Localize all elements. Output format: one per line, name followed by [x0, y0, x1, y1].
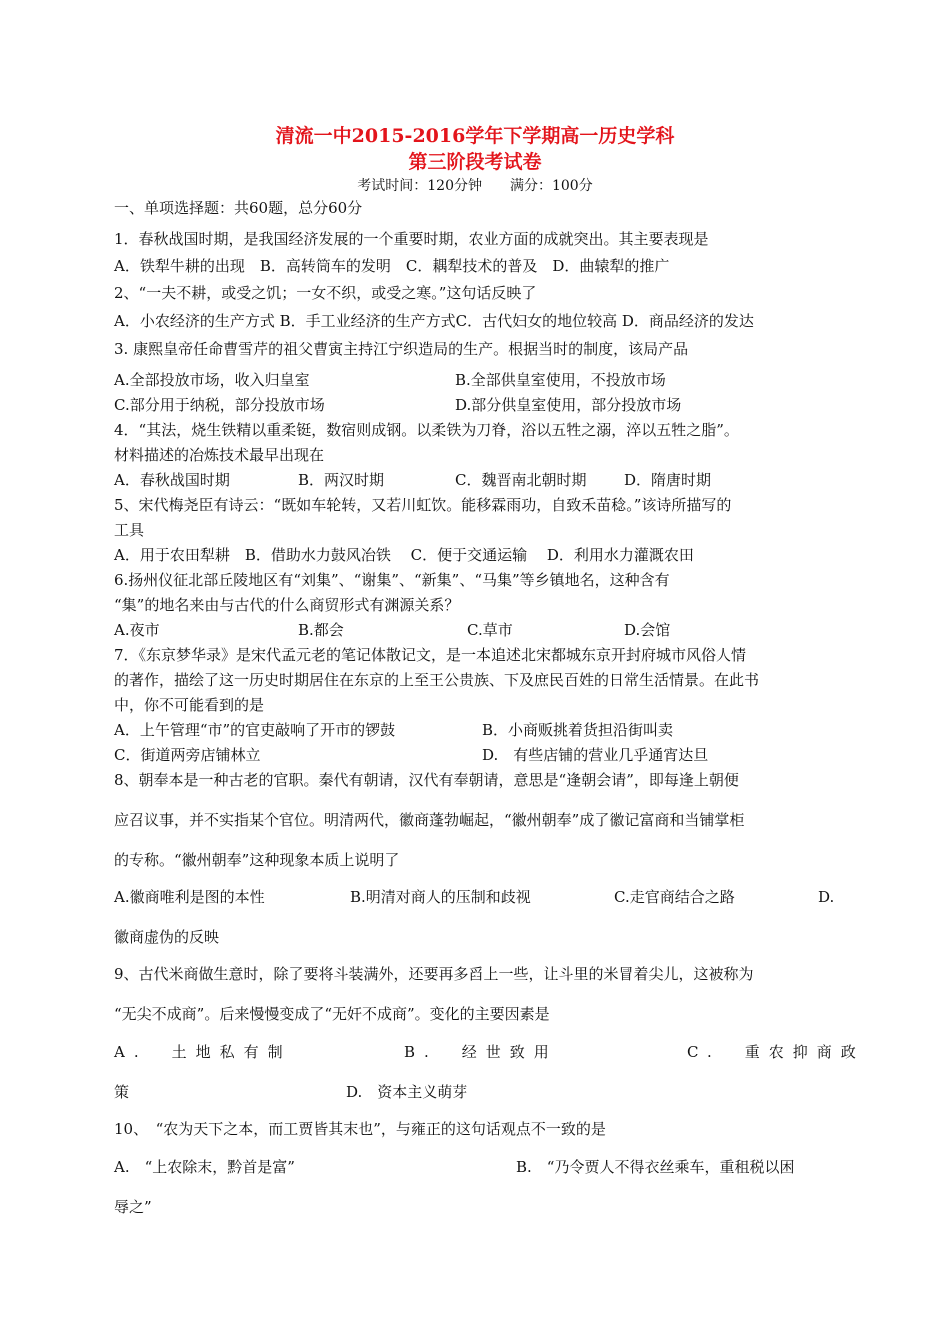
question-8-option-b: B.明清对商人的压制和歧视: [350, 888, 531, 906]
question-5-options: A．用于农田犁耕 B．借助水力鼓风冶铁 C．便于交通运输 D．利用水力灌溉农田: [114, 546, 694, 564]
question-7-option-a: A．上午管理“市”的官吏敲响了开市的锣鼓: [114, 721, 396, 739]
question-8-stem-line-3: 的专称。“徽州朝奉”这种现象本质上说明了: [114, 851, 400, 869]
question-10-option-a: A. “上农除末，黔首是富”: [114, 1158, 295, 1176]
question-4-option-c: C．魏晋南北朝时期: [455, 471, 587, 489]
question-6-stem-line-2: “集”的地名来由与古代的什么商贸形式有渊源关系？: [114, 596, 460, 614]
question-9-option-b: B. 经世致用: [404, 1043, 558, 1061]
question-4-stem-line-2: 材料描述的冶炼技术最早出现在: [114, 446, 325, 464]
question-3-option-c: C.部分用于纳税，部分投放市场: [114, 396, 325, 414]
question-8-option-a: A.徽商唯利是图的本性: [114, 888, 265, 906]
question-6-stem-line-1: 6.扬州仪征北部丘陵地区有“刘集”、“谢集”、“新集”、“马集”等乡镇地名，这种含有: [114, 571, 670, 589]
question-1-options: A．铁犁牛耕的出现 B．高转筒车的发明 C．耦犁技术的普及 D．曲辕犁的推广: [114, 257, 670, 275]
question-9-option-d: D. 资本主义萌芽: [346, 1083, 468, 1101]
question-6-option-c: C.草市: [467, 621, 513, 639]
question-9-option-c: C. 重农抑商政: [687, 1043, 865, 1061]
question-4-stem-line-1: 4．“其法，烧生铁精以重柔铤，数宿则成钢。以柔铁为刀脊，浴以五牲之溺，淬以五牲之脂”。: [114, 421, 739, 439]
question-9-stem-line-1: 9、古代米商做生意时，除了要将斗装满外，还要再多舀上一些，让斗里的米冒着尖儿，这被称为: [114, 965, 754, 983]
section-heading: 一、单项选择题：共60题，总分60分: [114, 199, 363, 217]
question-8-stem-line-2: 应召议事，并不实指某个官位。明清两代，徽商蓬勃崛起，“徽州朝奉”成了徽记富商和当铺掌柜: [114, 811, 745, 829]
question-1-stem: 1．春秋战国时期，是我国经济发展的一个重要时期，农业方面的成就突出。其主要表现是: [114, 230, 709, 248]
question-4-option-b: B．两汉时期: [298, 471, 385, 489]
exam-title: 清流一中2015-2016学年下学期高一历史学科: [275, 125, 675, 147]
question-3-option-d: D.部分供皇室使用，部分投放市场: [455, 396, 682, 414]
question-8-option-d: D.: [818, 888, 835, 906]
question-3-stem: 3. 康熙皇帝任命曹雪芹的祖父曹寅主持江宁织造局的生产。根据当时的制度，该局产品: [114, 340, 689, 358]
question-3-option-b: B.全部供皇室使用，不投放市场: [455, 371, 666, 389]
question-9-option-c-continued: 策: [114, 1083, 130, 1101]
question-6-option-d: D.会馆: [624, 621, 671, 639]
question-7-option-d: D. 有些店铺的营业几乎通宵达旦: [482, 746, 709, 764]
exam-subtitle: 第三阶段考试卷: [408, 151, 542, 173]
question-8-option-d-continued: 徽商虚伪的反映: [114, 928, 220, 946]
question-7-option-b: B．小商贩挑着货担沿街叫卖: [482, 721, 674, 739]
question-7-stem-line-1: 7．《东京梦华录》是宋代孟元老的笔记体散记文，是一本追述北宋都城东京开封府城市风俗人情: [114, 646, 747, 664]
question-6-option-a: A.夜市: [114, 621, 160, 639]
question-10-option-b: B. “乃令贾人不得衣丝乘车，重租税以困: [516, 1158, 795, 1176]
question-2-options: A．小农经济的生产方式 B．手工业经济的生产方式C．古代妇女的地位较高 D．商品经济的发达: [114, 312, 754, 330]
question-8-option-c: C.走官商结合之路: [614, 888, 735, 906]
question-10-stem: 10、 “农为天下之本，而工贾皆其末也”，与雍正的这句话观点不一致的是: [114, 1120, 606, 1138]
question-10-option-b-continued: 辱之”: [114, 1198, 152, 1216]
question-4-option-d: D．隋唐时期: [624, 471, 712, 489]
question-5-stem-line-1: 5、宋代梅尧臣有诗云：“既如车轮转，又若川虹饮。能移霖雨功，自致禾苗稔。”该诗所描写的: [114, 496, 732, 514]
question-5-stem-line-2: 工具: [114, 521, 145, 539]
question-3-option-a: A.全部投放市场，收入归皇室: [114, 371, 310, 389]
question-7-option-c: C．街道两旁店铺林立: [114, 746, 261, 764]
question-6-option-b: B.都会: [298, 621, 344, 639]
question-2-stem: 2、“一夫不耕，或受之饥；一女不织，或受之寒。”这句话反映了: [114, 284, 537, 302]
exam-info: 考试时间：120分钟 满分：100分: [357, 178, 593, 194]
question-8-stem-line-1: 8、朝奉本是一种古老的官职。秦代有朝请，汉代有奉朝请，意思是“逢朝会请”，即每逢上朝便: [114, 771, 739, 789]
question-7-stem-line-2: 的著作，描绘了这一历史时期居住在东京的上至王公贵族、下及庶民百姓的日常生活情景。在此书: [114, 671, 760, 689]
question-9-stem-line-2: “无尖不成商”。后来慢慢变成了“无奸不成商”。变化的主要因素是: [114, 1005, 550, 1023]
question-4-option-a: A．春秋战国时期: [114, 471, 230, 489]
question-7-stem-line-3: 中，你不可能看到的是: [114, 696, 265, 714]
question-9-option-a: A. 土地私有制: [114, 1043, 292, 1061]
